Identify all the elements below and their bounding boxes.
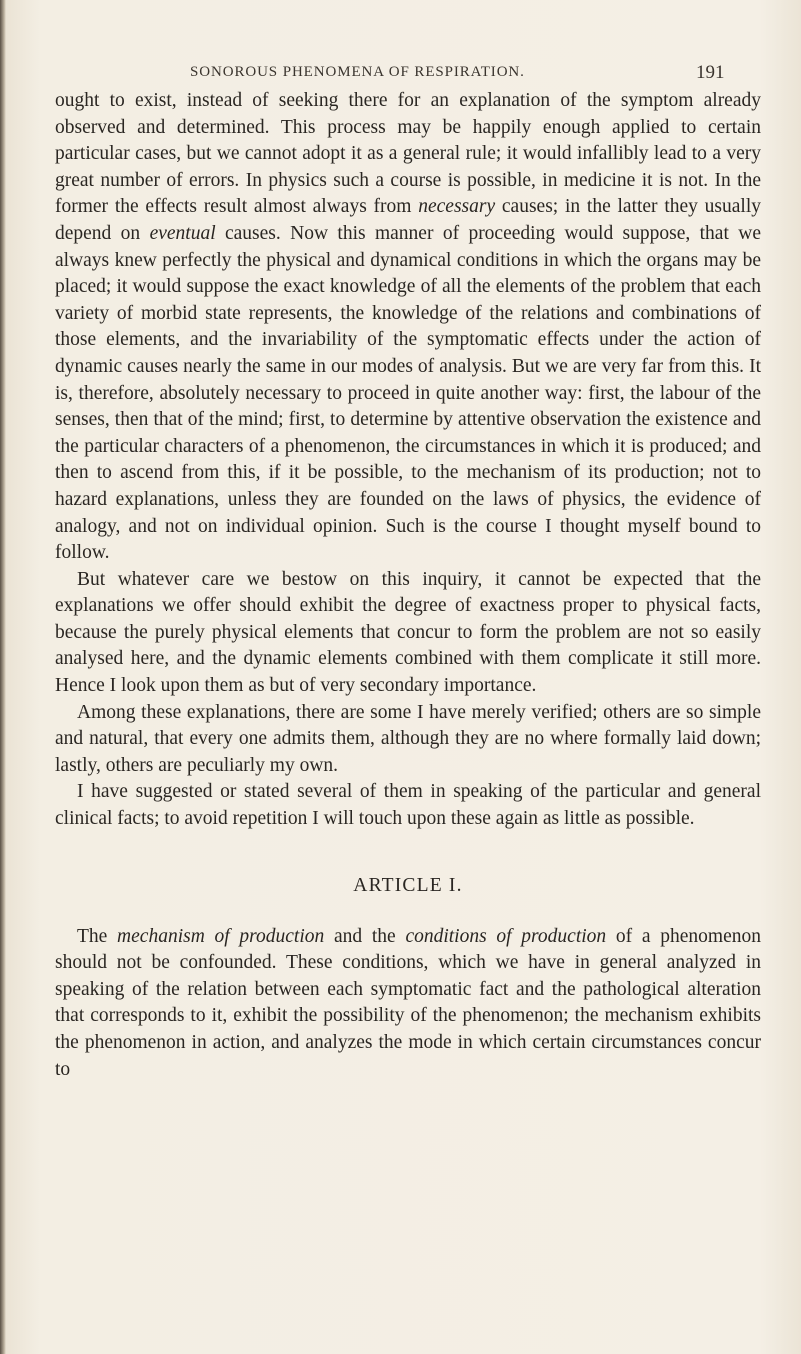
page-binding-edge — [0, 0, 6, 1354]
running-title: SONOROUS PHENOMENA OF RESPIRATION. — [190, 64, 525, 80]
italic-term-conditions: conditions of production — [405, 925, 607, 947]
text-segment: ought to exist, instead of seeking there for an explanation of the symptom already observed and determined. This process may be happily enough applied to certain particular cases, but we cannot adopt it as a general rule; it would infallibly lead to a very great number of errors. In physics such a course is possible, in medicine it is not. In the former the effects result almost always from — [55, 90, 761, 218]
paragraph-suggested-stated: I have suggested or stated several of them in speaking of the particular and general clinical facts; to avoid repetition I will touch upon these again as little as possible. — [55, 781, 761, 830]
article-paragraph — [55, 924, 761, 1084]
article-heading: ARTICLE I. — [353, 874, 463, 896]
page-number: 191 — [696, 62, 725, 83]
italic-term-necessary: necessary — [418, 196, 496, 218]
text-segment: causes. Now this manner of proceeding would suppose, that we always knew perfectly the physical and dynamical conditions in which the organs may be placed; it would suppose the exact knowledge of all the elements of the problem that each variety of morbid state represents, the knowledge of the relations and combinations of those elements, and the invariability of the symptomatic effects under the action of dynamic causes nearly the same in our modes of analysis. But we are very far from this. It is, therefore, absolutely necessary to proceed in quite another way: first, the labour of the senses, then that of the mind; first, to determine by attentive observation the existence and the particular characters of a phenomenon, the circumstances in which it is produced; and then to ascend from this, if it be possible, to the mechanism of its production; not to hazard explanations, unless they are founded on the laws of physics, the evidence of analogy, and not on individual opinion. Such is the course I thought myself bound to follow. — [55, 222, 761, 564]
italic-term-eventual: eventual — [149, 222, 216, 244]
paragraph-explanations-exactness: But whatever care we bestow on this inquiry, it cannot be expected that the explanations we offer should exhibit the degree of exactness proper to physical facts, because the purely physical elements that concur to form the problem are not so easily analysed here, and the dynamic elements combined with them complicate it still more. Hence I look upon them as but of very secondary importance. — [55, 568, 761, 697]
body-text — [55, 88, 761, 1083]
paragraph-among-explanations: Among these explanations, there are some I have merely verified; others are so simple and natural, that every one admits them, although they are no where formally laid down; lastly, others are peculiarly my own. — [55, 701, 761, 776]
text-segment: The — [77, 925, 118, 947]
text-segment: causes; in the latter they usually depend on — [55, 196, 761, 244]
italic-term-mechanism: mechanism of production — [117, 925, 325, 947]
paragraph-continued — [55, 88, 761, 567]
text-segment: of a phenomenon should not be confounded. These conditions, which we have in general analyzed in speaking of the relation between each symptomatic fact and the pathological alteration that corresponds to it, exhibit the possibility of the phenomenon; the mechanism exhibits the phenomenon in action, and analyzes the mode in which certain circumstances concur to — [55, 925, 761, 1080]
text-segment: and the — [324, 925, 406, 947]
running-header — [0, 62, 801, 86]
